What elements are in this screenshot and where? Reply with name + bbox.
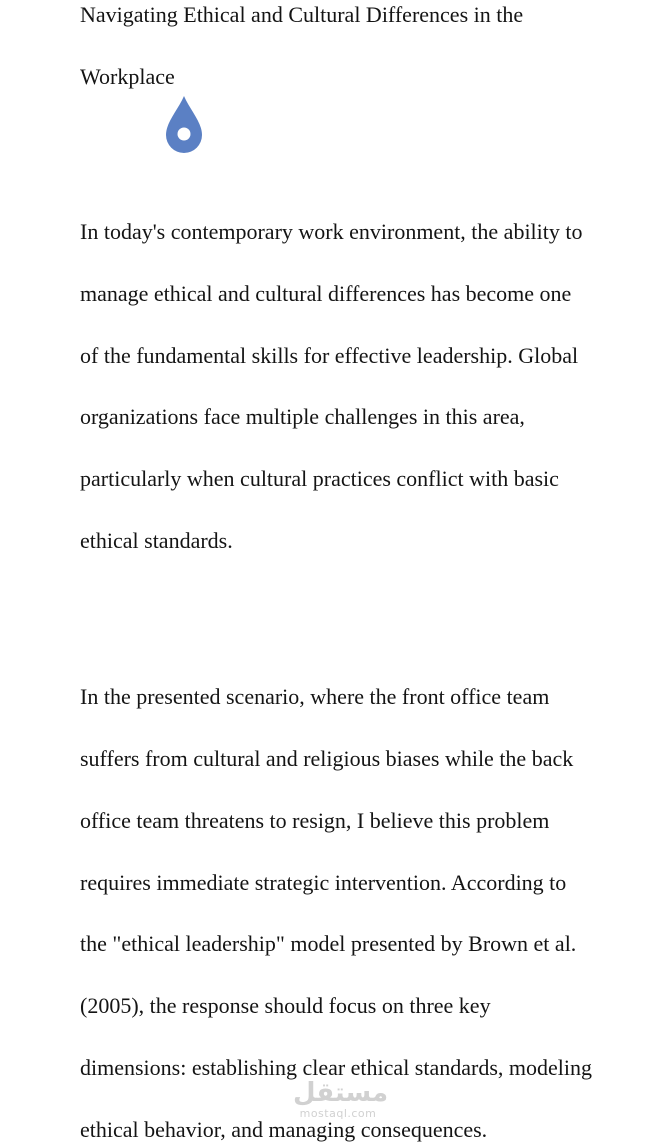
paragraph-2-line-2: suffers from cultural and religious biases while the back [80,746,574,771]
paragraph-2-line-5: the "ethical leadership" model presented by Brown et al. [80,931,577,956]
watermark-logo [293,1078,389,1128]
document-title-line-2: Workplace [80,64,175,89]
text-cursor-handle-icon[interactable] [164,94,204,156]
document-title-line-1: Navigating Ethical and Cultural Differences in the [80,2,524,27]
paragraph-2-line-1: In the presented scenario, where the front office team [80,684,550,709]
paragraph-2-line-4: requires immediate strategic intervention. According to [80,870,567,895]
paragraph-2-line-6: (2005), the response should focus on three key [80,993,491,1018]
paragraph-1-line-6: ethical standards. [80,528,233,553]
watermark-latin-text: mostaql.com [299,1107,377,1120]
paragraph-1-line-1: In today's contemporary work environment, the ability to [80,219,583,244]
paragraph-1-line-4: organizations face multiple challenges in this area, [80,404,525,429]
watermark-arabic-text: مستقل [293,1078,389,1108]
paragraph-1-line-2: manage ethical and cultural differences has become one [80,281,572,306]
paragraph-2-line-8: ethical behavior, and managing consequences. [80,1117,488,1142]
paragraph-2-line-3: office team threatens to resign, I believe this problem [80,808,550,833]
paragraph-2-line-7: dimensions: establishing clear ethical standards, modeling [80,1055,592,1080]
paragraph-1-line-3: of the fundamental skills for effective leadership. Global [80,343,579,368]
paragraph-1-line-5: particularly when cultural practices conflict with basic [80,466,559,491]
